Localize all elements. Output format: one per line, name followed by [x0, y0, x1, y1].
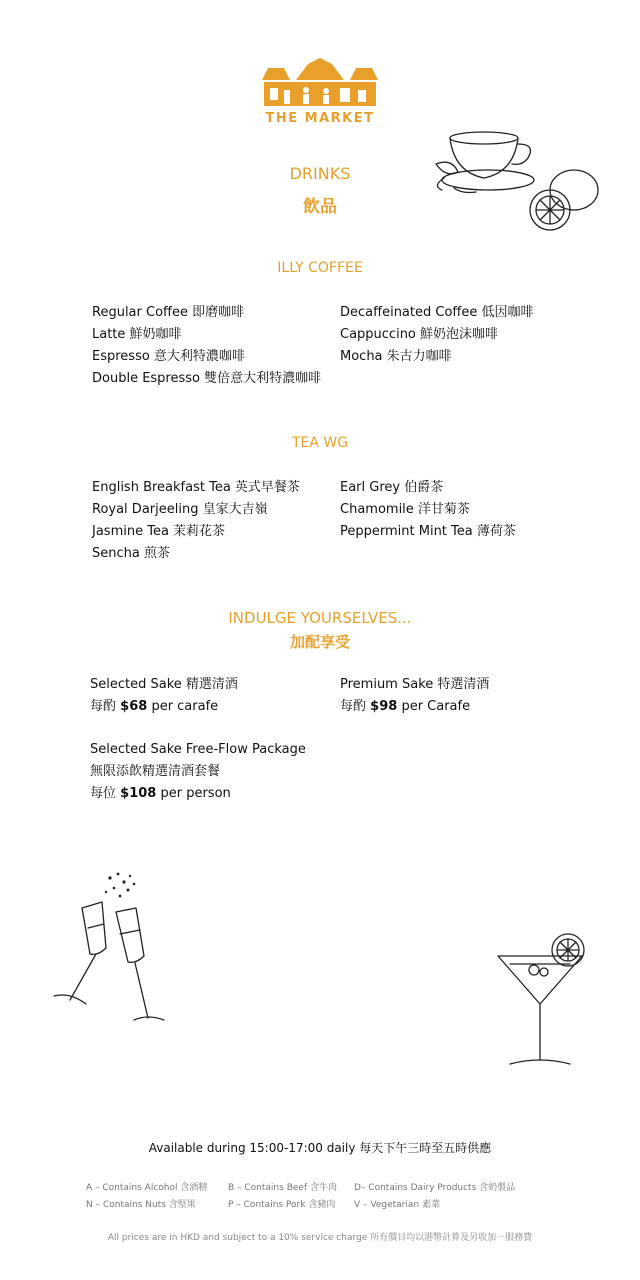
menu-item: Chamomile 洋甘菊茶 — [340, 502, 470, 517]
selected-sake-item — [90, 674, 238, 718]
menu-item: Double Espresso 雙倍意大利特濃咖啡 — [92, 371, 322, 386]
free-flow-name-zh: 無限添飲精選清酒套餐 — [90, 764, 221, 779]
selected-sake-name: Selected Sake 精選清酒 — [90, 677, 238, 692]
the-market-logo — [260, 58, 380, 110]
legend-vegetarian: V – Vegetarian 素菜 — [354, 1200, 440, 1210]
indulge-title: INDULGE YOURSELVES... — [228, 609, 412, 627]
coffee-left-column — [92, 302, 321, 390]
drinks-title-zh: 飲品 — [303, 197, 337, 217]
legend-pork: P – Contains Pork 含豬肉 — [228, 1200, 336, 1210]
champagne-glasses-illustration — [40, 868, 180, 1028]
price-unit: 每位 — [90, 786, 117, 801]
price-unit: 每酌 — [90, 699, 117, 714]
free-flow-price-line — [90, 783, 306, 805]
menu-item: Espresso 意大利特濃咖啡 — [92, 349, 245, 364]
menu-item: Sencha 煎茶 — [92, 546, 170, 561]
price-per: per Carafe — [401, 699, 471, 714]
free-flow-item — [90, 739, 306, 805]
menu-item: Regular Coffee 即磨咖啡 — [92, 305, 245, 320]
menu-item: Mocha 朱古力咖啡 — [340, 349, 452, 364]
price: $108 — [120, 786, 157, 801]
selected-sake-price-line — [90, 696, 238, 718]
free-flow-name: Selected Sake Free-Flow Package — [90, 742, 306, 757]
availability-note: Available during 15:00-17:00 daily 每天下午三時至五時供應 — [148, 1141, 492, 1155]
legend-beef: B – Contains Beef 含牛肉 — [228, 1183, 337, 1193]
tea-left-column — [92, 477, 300, 565]
coffee-right-column — [340, 302, 534, 368]
service-charge-note: All prices are in HKD and subject to a 10% service charge 所有價目均以港幣計算及另收加一服務費 — [107, 1233, 533, 1243]
legend-dairy: D– Contains Dairy Products 含奶製品 — [354, 1183, 516, 1193]
price-per: per carafe — [151, 699, 219, 714]
premium-sake-price-line — [340, 696, 489, 718]
premium-sake-item — [340, 674, 489, 718]
menu-item: Royal Darjeeling 皇家大吉嶺 — [92, 502, 268, 517]
legend-nuts: N – Contains Nuts 含堅果 — [86, 1200, 196, 1210]
tea-section-title: TEA WG — [291, 435, 349, 451]
tea-right-column — [340, 477, 516, 543]
menu-item: Cappuccino 鮮奶泡沫咖啡 — [340, 327, 499, 342]
menu-item: English Breakfast Tea 英式早餐茶 — [92, 480, 300, 495]
price-unit: 每酌 — [340, 699, 367, 714]
price: $68 — [120, 699, 148, 714]
menu-item: Latte 鮮奶咖啡 — [92, 327, 182, 342]
legend-alcohol: A – Contains Alcohol 含酒精 — [86, 1183, 208, 1193]
premium-sake-name: Premium Sake 特選清酒 — [340, 677, 490, 692]
drinks-title: DRINKS — [289, 164, 351, 183]
menu-item: Peppermint Mint Tea 薄荷茶 — [340, 524, 516, 539]
price: $98 — [370, 699, 398, 714]
brand-name: THE MARKET — [265, 111, 375, 126]
coffee-section-title: ILLY COFFEE — [277, 260, 363, 276]
martini-glass-illustration — [494, 928, 594, 1070]
menu-item: Decaffeinated Coffee 低因咖啡 — [340, 305, 534, 320]
menu-item: Jasmine Tea 茉莉花茶 — [92, 524, 226, 539]
menu-item: Earl Grey 伯爵茶 — [340, 480, 444, 495]
price-per: per person — [160, 786, 231, 801]
indulge-title-zh: 加配享受 — [289, 633, 350, 651]
